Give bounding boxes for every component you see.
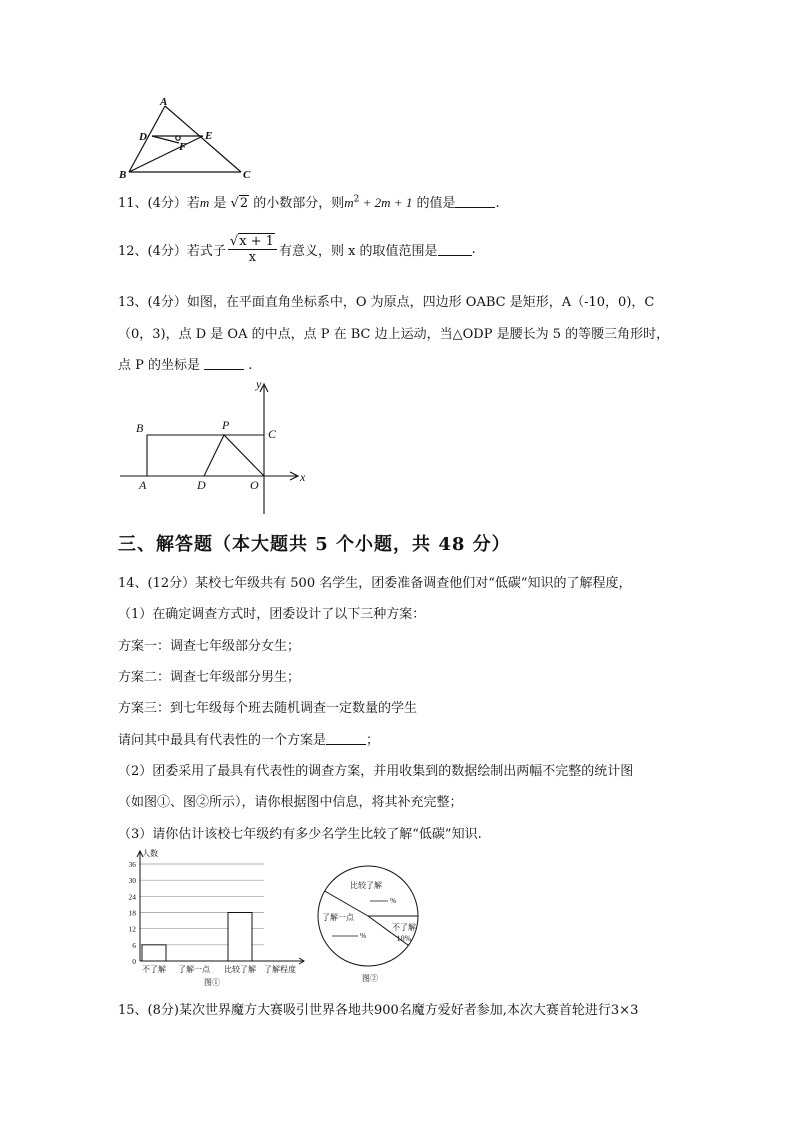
question-15: 15、(8分)某次世界魔方大赛吸引世界各地共900名魔方爱好者参加,本次大赛首轮进行3×3 bbox=[118, 1003, 639, 1018]
pie-label: 了解一点 bbox=[322, 913, 354, 922]
label-C: C bbox=[268, 427, 277, 441]
coordinate-figure bbox=[118, 376, 318, 518]
category-label: 了解一点 bbox=[178, 965, 210, 974]
label-E: E bbox=[205, 130, 213, 142]
x-axis-label: 了解程度 bbox=[264, 965, 296, 974]
plan-3: 方案三：到七年级每个班去随机调查一定数量的学生 bbox=[118, 701, 418, 716]
category-label: 不了解 bbox=[142, 965, 166, 974]
chart-title: 图② bbox=[362, 974, 378, 983]
y-tick-label: 18 bbox=[128, 908, 136, 918]
pie-pct-label: 10% bbox=[396, 934, 412, 943]
label-B: B bbox=[136, 421, 144, 435]
question-13-line2: （0，3)，点 D 是 OA 的中点，点 P 在 BC 边上运动，当△ODP 是腰长为 5 的等腰三角形时， bbox=[118, 327, 670, 342]
label-F: F bbox=[179, 141, 187, 153]
question-11: 11、(4分）若m 是 √2 的小数部分，则$m^2 + 2m + 1$ 的值是 . bbox=[118, 194, 500, 211]
y-tick-label: 6 bbox=[132, 940, 136, 950]
answer-blank-11[interactable] bbox=[455, 195, 495, 208]
question-14-part1: （1）在确定调查方式时，团委设计了以下三种方案： bbox=[118, 607, 426, 622]
y-axis-label: 人数 bbox=[142, 849, 158, 858]
pie-pct-label: % bbox=[360, 931, 367, 940]
pie-pct-label: % bbox=[390, 896, 397, 905]
chart-title: 图① bbox=[204, 978, 220, 987]
y-tick-label: 36 bbox=[128, 860, 136, 869]
label-y: y bbox=[256, 377, 262, 391]
sqrt-expr: √2 bbox=[230, 196, 249, 211]
question-13-line3: 点 P 的坐标是 . bbox=[118, 358, 253, 373]
answer-blank-12[interactable] bbox=[438, 243, 472, 256]
label-C: C bbox=[243, 169, 251, 181]
label-A: A bbox=[139, 478, 147, 492]
y-tick-label: 0 bbox=[132, 957, 136, 966]
pie-chart bbox=[316, 864, 426, 988]
question-14-line1: 14、(12分）某校七年级共有 500 名学生，团委准备调查他们对“低碳”知识的了解程度， bbox=[118, 576, 632, 591]
question-14-part2-line1: （2）团委采用了最具有代表性的调查方案，并用收集到的数据绘制出两幅不完整的统计图 bbox=[118, 764, 634, 779]
plan-2: 方案二：调查七年级部分男生； bbox=[118, 670, 301, 685]
category-label: 比较了解 bbox=[224, 965, 256, 974]
answer-blank-14[interactable] bbox=[326, 732, 366, 745]
answer-blank-13[interactable] bbox=[204, 357, 244, 370]
bar-chart bbox=[114, 846, 314, 990]
label-D: D bbox=[139, 131, 147, 143]
label-x: x bbox=[300, 470, 306, 484]
y-tick-label: 12 bbox=[128, 924, 136, 934]
question-14-part3: （3）请你估计该校七年级约有多少名学生比较了解“低碳”知识. bbox=[118, 827, 482, 842]
pie-label: 比较了解 bbox=[350, 881, 382, 890]
label-D: D bbox=[197, 478, 206, 492]
label-O: O bbox=[250, 478, 259, 492]
question-14-ask: 请问其中最具有代表性的一个方案是 ； bbox=[118, 733, 380, 748]
question-14-part2-line2: （如图①、图②所示），请你根据图中信息，将其补充完整； bbox=[118, 795, 463, 810]
label-P: P bbox=[222, 418, 230, 432]
bar bbox=[228, 913, 252, 962]
fraction: $\frac{√x + 1}{x}$ bbox=[228, 234, 277, 265]
bar bbox=[142, 945, 166, 961]
plan-1: 方案一：调查七年级部分女生； bbox=[118, 639, 301, 654]
question-12: 12、(4分）若式子 $\frac{√x + 1}{x}$ 有意义，则 x 的取值范围是 . bbox=[118, 234, 476, 265]
section-title: 三、解答题（本大题共 5 个小题，共 48 分） bbox=[118, 534, 511, 555]
y-tick-label: 30 bbox=[128, 876, 136, 886]
triangle-figure bbox=[115, 96, 255, 182]
question-13-line1: 13、(4分）如图，在平面直角坐标系中，O 为原点，四边形 OABC 是矩形，A（-10，0)，C bbox=[118, 295, 655, 310]
y-tick-label: 24 bbox=[128, 892, 136, 902]
pie-label: 不了解 bbox=[392, 923, 416, 932]
label-B: B bbox=[119, 169, 127, 181]
label-A: A bbox=[160, 96, 168, 108]
